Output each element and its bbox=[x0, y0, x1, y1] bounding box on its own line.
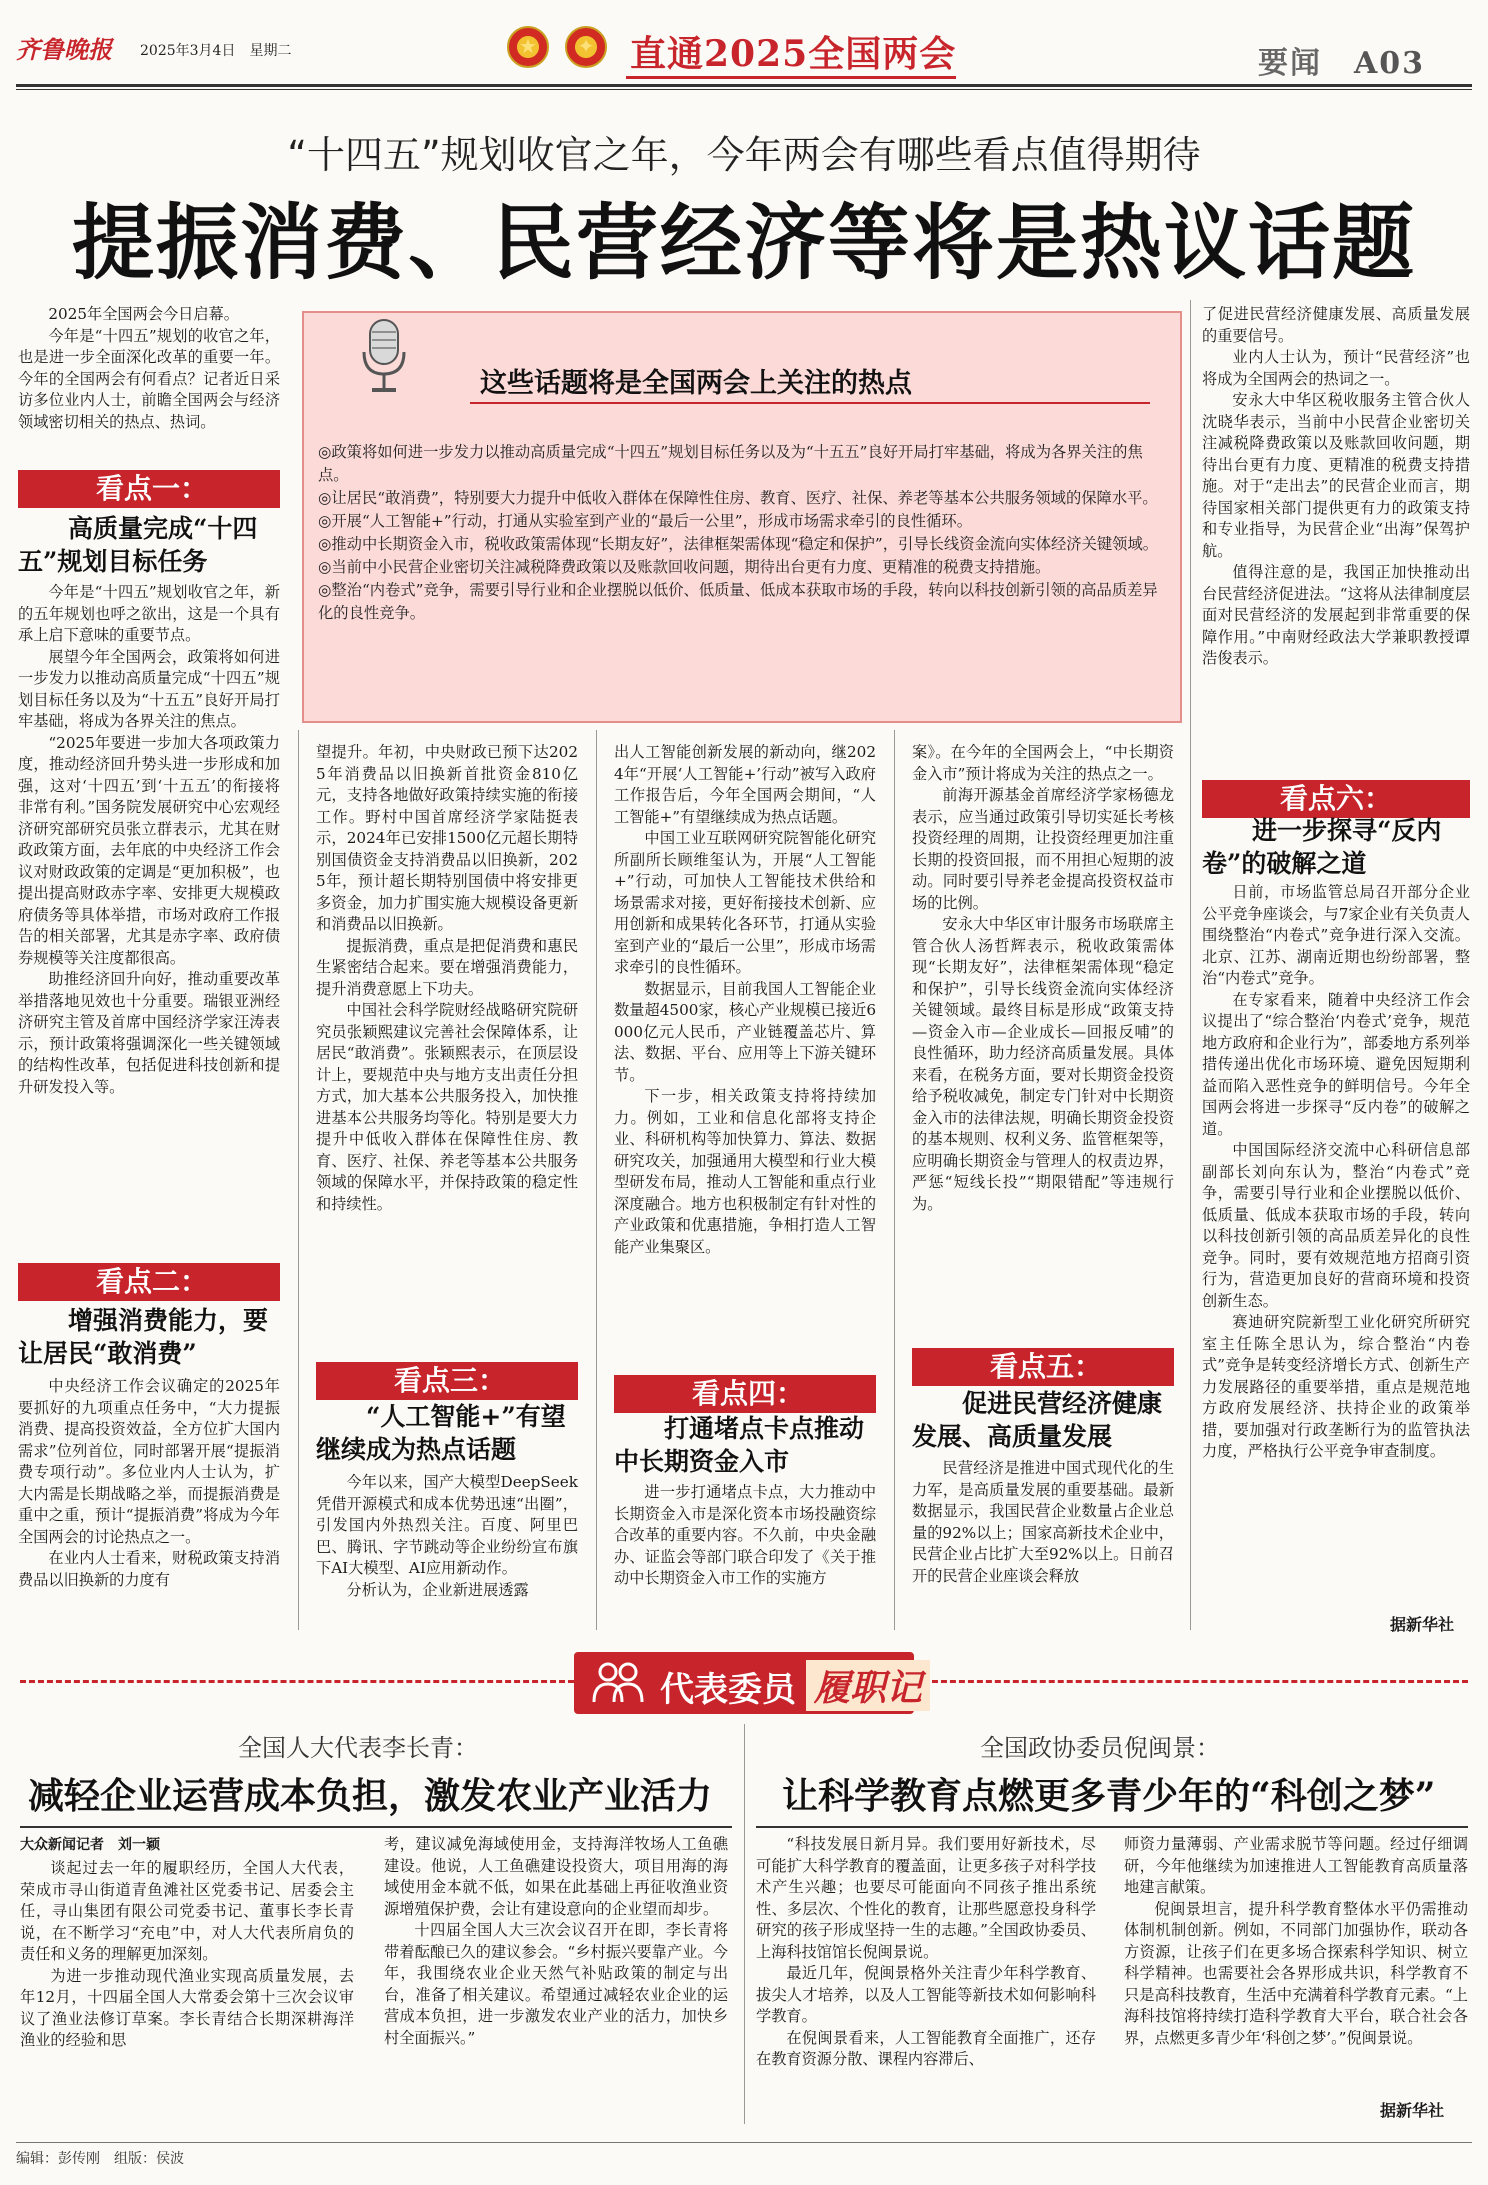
paragraph: 中央经济工作会议确定的2025年要抓好的九项重点任务中，“大力提振消费、提高投资效益，全方位扩大国内需求”位列首位，同时部署开展“提振消费专项行动”。多位业内人士认为，扩大内需是长期战略之举，而提振消费是重中之重，预计“提振消费”将成为今年全国两会的讨论热点之一。 bbox=[18, 1377, 280, 1546]
list-item: ◎政策将如何进一步发力以推动高质量完成“十四五”规划目标任务以及为“十五五”良好开局打牢基础，将成为各界关注的焦点。 bbox=[318, 443, 1143, 484]
paragraph: 考，建议减免海域使用金，支持海洋牧场人工鱼礁建设。他说，人工鱼礁建设投资大，项目用海的海域使用金本就不低，如果在此基础上再征收渔业资源增殖保护费，会让有建设意向的企业望而却步。 bbox=[384, 1835, 728, 1918]
list-item: ◎当前中小民营企业密切关注减税降费政策以及账款回收问题，期待出台更有力度、更精准的税费支持措施。 bbox=[318, 558, 1051, 576]
top-rule-thin bbox=[16, 89, 1472, 90]
paragraph: 在业内人士看来，财税政策支持消费品以旧换新的力度有 bbox=[18, 1549, 280, 1589]
paragraph: 师资力量薄弱、产业需求脱节等问题。经过仔细调研，今年他继续为加速推进人工智能教育高质量落地建言献策。 bbox=[1124, 1835, 1468, 1896]
paragraph: 为进一步推动现代渔业实现高质量发展，去年12月，十四届全国人大常委会第十三次会议审议了渔业法修订草案。李长青结合长期深耕海洋渔业的经验和思 bbox=[20, 1966, 354, 2049]
rep-right-source: 据新华社 bbox=[1380, 2101, 1445, 2120]
footer-rule bbox=[16, 2142, 1472, 2143]
section-bar-1: 看点一： bbox=[18, 470, 280, 508]
column-4-body-2 bbox=[912, 1458, 1174, 1587]
list-item: ◎整治“内卷式”竞争，需要引导行业和企业摆脱以低价、低质量、低成本获取市场的手段，转向以科技创新引领的高品质差异化的良性竞争。 bbox=[318, 581, 1158, 622]
byline-source: 据新华社 bbox=[1390, 1615, 1455, 1634]
paragraph: 今年以来，国产大模型DeepSeek凭借开源模式和成本优势迅速“出圈”，引发国内外热烈关注。百度、阿里巴巴、腾讯、字节跳动等企业纷纷宣布旗下AI大模型、AI应用新动作。 bbox=[316, 1473, 578, 1577]
rep-right-rule bbox=[756, 1826, 1468, 1828]
national-emblem-icon: ★ bbox=[507, 26, 549, 68]
paragraph: 中国社会科学院财经战略研究院研究员张颖熙建议完善社会保障体系，让居民“敢消费”。张颖熙表示，在顶层设计上，要规范中央与地方支出责任分担方式，加大基本公共服务投入，加快推进基本公共服务均等化。特别是要大力提升中低收入群体在保障性住房、教育、医疗、社保、养老等基本公共服务领域的保障水平，并保持政策的稳定性和持续性。 bbox=[316, 1001, 578, 1213]
column-2-body-2 bbox=[316, 1472, 578, 1601]
paragraph: 望提升。年初，中央财政已预下达2025年消费品以旧换新首批资金810亿元，支持各地做好政策持续实施的衔接工作。野村中国首席经济学家陆挺表示，2024年已安排1500亿元超长期特别国债资金支持消费品以旧换新，2025年，预计超长期特别国债中将安排更多资金，加力扩围实施大规模设备更新和消费品以旧换新。 bbox=[316, 743, 578, 933]
rep-rule-left bbox=[20, 1680, 574, 1683]
footer-editors: 编辑：彭传刚 组版：侯波 bbox=[16, 2151, 184, 2167]
column-3 bbox=[614, 742, 876, 1258]
paragraph: 了促进民营经济健康发展、高质量发展的重要信号。 bbox=[1202, 305, 1470, 345]
section-bar-3: 看点三： bbox=[316, 1362, 578, 1400]
paragraph: 倪闽景坦言，提升科学教育整体水平仍需推动体制机制创新。例如，不同部门加强协作，联动各方资源，让孩子们在更多场合探索科学知识、树立科学精神。也需要社会各界形成共识，科学教育不只是高科技教育，生活中充满着科学教育元素。“上海科技馆将持续打造科学教育大平台，联合社会各界，点燃更多青少年‘科创之梦’。”倪闽景说。 bbox=[1124, 1899, 1468, 2047]
article-kicker: “十四五”规划收官之年，今年两会有哪些看点值得期待 bbox=[287, 133, 1201, 177]
section-title-2: 增强消费能力，要让居民“敢消费” bbox=[18, 1306, 269, 1368]
list-item: ◎开展“人工智能+”行动，打通从实验室到产业的“最后一公里”，形成市场需求牵引的良性循环。 bbox=[318, 512, 973, 530]
paragraph: 谈起过去一年的履职经历，全国人大代表，荣成市寻山街道青鱼滩社区党委书记、居委会主任，寻山集团有限公司党委书记、董事长李长青说，在不断学习“充电”中，对人大代表所肩负的责任和义务的理解更加深刻。 bbox=[20, 1859, 354, 1963]
rep-banner-subtitle: 履职记 bbox=[806, 1660, 930, 1711]
cppcc-emblem-icon: ✦ bbox=[565, 26, 607, 68]
microphone-icon bbox=[358, 318, 410, 396]
paragraph: 民营经济是推进中国式现代化的生力军，是高质量发展的重要基础。最新数据显示，我国民营企业数量占企业总量的92%以上；国家高新技术企业中，民营企业占比扩大至92%以上。日前召开的民营企业座谈会释放 bbox=[912, 1459, 1174, 1585]
paragraph: 今年是“十四五”规划的收官之年，也是进一步全面深化改革的重要一年。今年的全国两会有何看点？记者近日采访多位业内人士，前瞻全国两会与经济领域密切相关的热点、热词。 bbox=[18, 326, 280, 431]
section-bar-6: 看点六： bbox=[1202, 780, 1470, 818]
section-title-6: 进一步探寻“反内卷”的破解之道 bbox=[1202, 816, 1442, 878]
rep-left-col-1 bbox=[20, 1858, 354, 2052]
paragraph: 赛迪研究院新型工业化研究所研究室主任陈全思认为，综合整治“内卷式”竞争是转变经济增长方式、创新生产力发展路径的重要举措，重点是规范地方政府发展经济、扶持企业的政策举措，要加强对行政垄断行为的监管执法力度，严格执行公平竞争审查制度。 bbox=[1202, 1313, 1470, 1460]
paragraph: “2025年要进一步加大各项政策力度，推动经济回升势头进一步形成和加强，这对‘十四五’到‘十五五’的衔接将非常有利。”国务院发展研究中心宏观经济研究部研究员张立群表示，尤其在财政政策方面，去年底的中央经济工作会议对财政政策的定调是“更加积极”，也提出提高财政赤字率、安排更大规模政府债务等具体举措，市场对政府工作报告的相关部署，尤其是赤字率、政府债券规模等关注度都很高。 bbox=[18, 733, 280, 967]
page-banner: 直通2025全国两会 bbox=[630, 33, 957, 75]
section-title-3: “人工智能+”有望继续成为热点话题 bbox=[316, 1402, 566, 1464]
list-item: ◎推动中长期资金入市，税收政策需体现“长期友好”，法律框架需体现“稳定和保护”，引导长线资金流向实体经济关键领域。 bbox=[318, 535, 1159, 553]
section-title-4: 打通堵点卡点推动中长期资金入市 bbox=[614, 1414, 865, 1476]
column-divider bbox=[744, 1724, 745, 2124]
rep-left-subtitle: 全国人大代表李长青： bbox=[238, 1734, 478, 1762]
paragraph: 最近几年，倪闽景格外关注青少年科学教育、拔尖人才培养，以及人工智能等新技术如何影响科学教育。 bbox=[756, 1964, 1096, 2025]
article-headline: 提振消费、民营经济等将是热议话题 bbox=[71, 195, 1416, 291]
paragraph: 出人工智能创新发展的新动向，继2024年“开展‘人工智能+’行动”被写入政府工作报告后，今年全国两会期间，“人工智能+”有望继续成为热点话题。 bbox=[614, 743, 876, 826]
rep-rule-right bbox=[914, 1680, 1468, 1683]
newspaper-logo: 齐鲁晚报 bbox=[16, 35, 112, 64]
column-1-body-2 bbox=[18, 1376, 280, 1591]
paragraph: 案》。在今年的全国两会上，“中长期资金入市”预计将成为关注的热点之一。 bbox=[912, 743, 1174, 783]
paragraph: 下一步，相关政策支持将持续加力。例如，工业和信息化部将支持企业、科研机构等加快算力、算法、数据研究攻关，加强通用大模型和行业大模型研发布局，推动人工智能和重点行业深度融合。地方也积极制定有针对性的产业政策和优惠措施，争相打造人工智能产业集聚区。 bbox=[614, 1087, 876, 1256]
paragraph: 分析认为，企业新进展透露 bbox=[346, 1580, 529, 1599]
rep-right-col-1 bbox=[756, 1834, 1096, 2071]
column-3-body-2 bbox=[614, 1482, 876, 1590]
section-title-5: 促进民营经济健康发展、高质量发展 bbox=[912, 1389, 1163, 1451]
rep-right-headline: 让科学教育点燃更多青少年的“科创之梦” bbox=[782, 1775, 1436, 1817]
column-divider bbox=[894, 730, 895, 1630]
paragraph: 进一步打通堵点卡点，大力推动中长期资金入市是深化资本市场投融资综合改革的重要内容。不久前，中央金融办、证监会等部门联合印发了《关于推动中长期资金入市工作的实施方 bbox=[614, 1483, 876, 1587]
paragraph: 今年是“十四五”规划收官之年，新的五年规划也呼之欲出，这是一个具有承上启下意味的重要节点。 bbox=[18, 583, 280, 644]
column-divider bbox=[596, 730, 597, 1630]
box-title: 这些话题将是全国两会上关注的热点 bbox=[480, 368, 912, 399]
paragraph: 十四届全国人大三次会议召开在即，李长青将带着酝酿已久的建议参会。“乡村振兴要靠产业。今年，我围绕农业企业天然气补贴政策的制定与出台，准备了相关建议。希望通过减轻农业企业的运营成本负担，进一步激发农业产业的活力，加快乡村全面振兴。” bbox=[384, 1921, 728, 2047]
list-item: ◎让居民“敢消费”，特别要大力提升中低收入群体在保障性住房、教育、医疗、社保、养老等基本公共服务领域的保障水平。 bbox=[318, 489, 1158, 507]
paragraph: 值得注意的是，我国正加快推动出台民营经济促进法。“这将从法律制度层面对民营经济的发展起到非常重要的保障作用。”中南财经政法大学兼职教授谭浩俊表示。 bbox=[1202, 563, 1470, 667]
paragraph: 2025年全国两会今日启幕。 bbox=[48, 305, 239, 323]
paragraph: 中国工业互联网研究院智能化研究所副所长顾维玺认为，开展“人工智能+”行动，可加快人工智能技术供给和场景需求对接，更好衔接技术创新、应用创新和成果转化各环节，打通从实验室到产业的“最后一公里”，形成市场需求牵引的良性循环。 bbox=[614, 829, 876, 976]
paragraph: 在专家看来，随着中央经济工作会议提出了“综合整治‘内卷式’竞争，规范地方政府和企业行为”，部委地方系列举措传递出优化市场环境、避免因短期利益而陷入恶性竞争的鲜明信号。今年全国两会将进一步探寻“反内卷”的破解之道。 bbox=[1202, 990, 1470, 1138]
paragraph: 业内人士认为，预计“民营经济”也将成为全国两会的热词之一。 bbox=[1202, 348, 1470, 388]
hot-topics-list bbox=[318, 441, 1168, 625]
top-rule bbox=[16, 84, 1472, 87]
column-2 bbox=[316, 742, 578, 1215]
section-bar-5: 看点五： bbox=[912, 1348, 1174, 1386]
rep-left-col-2 bbox=[384, 1834, 728, 2049]
paragraph: 在倪闽景看来，人工智能教育全面推广，还存在教育资源分散、课程内容滞后、 bbox=[756, 2028, 1096, 2068]
rep-left-byline: 大众新闻记者 刘一颖 bbox=[20, 1837, 160, 1853]
rep-right-subtitle: 全国政协委员倪闽景： bbox=[980, 1734, 1220, 1762]
paragraph: “科技发展日新月异。我们要用好新技术，尽可能扩大科学教育的覆盖面，让更多孩子对科学技术产生兴趣；也要尽可能面向不同孩子推出系统性、多层次、个性化的教育，让那些愿意投身科学研究的孩子形成坚持一生的志趣。”全国政协委员、上海科技馆馆长倪闽景说。 bbox=[756, 1835, 1096, 1961]
section-title-1: 高质量完成“十四五”规划目标任务 bbox=[18, 514, 258, 576]
box-title-underline bbox=[470, 402, 1150, 404]
column-4 bbox=[912, 742, 1174, 1215]
section-bar-2: 看点二： bbox=[18, 1263, 280, 1301]
column-5 bbox=[1202, 304, 1470, 670]
paragraph: 日前，市场监管总局召开部分企业公平竞争座谈会，与7家企业有关负责人围绕整治“内卷式”竞争进行深入交流。北京、江苏、湖南近期也纷纷部署，整治“内卷式”竞争。 bbox=[1202, 883, 1470, 987]
paragraph: 安永大中华区税收服务主管合伙人沈晓华表示，当前中小民营企业密切关注减税降费政策以及账款回收问题，期待出台更有力度、更精准的税费支持措施。对于“走出去”的民营企业而言，期待国家相关部门提供更有力的政策支持和专业指导，为民营企业“出海”保驾护航。 bbox=[1202, 391, 1470, 560]
paragraph: 展望今年全国两会，政策将如何进一步发力以推动高质量完成“十四五”规划目标任务以及为“十五五”良好开局打牢基础，将成为各界关注的焦点。 bbox=[18, 647, 280, 730]
rep-banner-title: 代表委员 bbox=[660, 1670, 796, 1710]
paragraph: 助推经济回升向好，推动重要改革举措落地见效也十分重要。瑞银亚洲经济研究主管及首席中国经济学家汪涛表示，预计政策将强调深化一些关键领域的结构性改革，包括促进科技创新和提升研发投入等。 bbox=[18, 970, 280, 1096]
paragraph: 数据显示，目前我国人工智能企业数量超4500家，核心产业规模已接近6000亿元人民币，产业链覆盖芯片、算法、数据、平台、应用等上下游关键环节。 bbox=[614, 979, 876, 1084]
column-5-body-2 bbox=[1202, 882, 1470, 1463]
section-bar-4: 看点四： bbox=[614, 1375, 876, 1413]
rep-left-rule bbox=[20, 1826, 732, 1828]
page-section: 要闻 A03 bbox=[1258, 46, 1426, 81]
paragraph: 安永大中华区审计服务市场联席主管合伙人汤哲辉表示，税收政策需体现“长期友好”，法律框架需体现“稳定和保护”，引导长线资金流向实体经济关键领域。最终目标是形成“政策支持—资金入市—企业成长—回报反哺”的良性循环，助力经济高质量发展。具体来看，在税务方面，要对长期资金投资给予税收减免，制定专门针对中长期资金入市的法律法规，明确长期资金投资的基本规则、权利义务、监管框架等，应明确长期资金与管理人的权责边界，严惩“短线长投”“期限错配”等违规行为。 bbox=[912, 915, 1174, 1213]
banner-underline bbox=[626, 76, 956, 79]
column-divider bbox=[1190, 300, 1191, 1630]
issue-date: 2025年3月4日 星期二 bbox=[140, 43, 292, 59]
paragraph: 前海开源基金首席经济学家杨德龙表示，应当通过政策引导切实延长考核投资经理的周期，让投资经理更加注重长期的投资回报，而不用担心短期的波动。同时要引导养老金提高投资权益市场的比例。 bbox=[912, 786, 1174, 912]
column-1-body bbox=[18, 582, 280, 1098]
people-icon bbox=[590, 1660, 646, 1706]
rep-right-col-2 bbox=[1124, 1834, 1468, 2049]
column-divider bbox=[298, 730, 299, 1630]
rep-left-headline: 减轻企业运营成本负担，激发农业产业活力 bbox=[28, 1775, 713, 1817]
column-1 bbox=[18, 304, 280, 433]
paragraph: 提振消费，重点是把促消费和惠民生紧密结合起来。要在增强消费能力，提升消费意愿上下功夫。 bbox=[316, 936, 578, 998]
paragraph: 中国国际经济交流中心科研信息部副部长刘向东认为，整治“内卷式”竞争，需要引导行业和企业摆脱以低价、低质量、低成本获取市场的手段，转向以科技创新引领的高品质差异化的良性竞争。同时，要有效规范地方招商引资行为，营造更加良好的营商环境和投资创新生态。 bbox=[1202, 1141, 1470, 1310]
